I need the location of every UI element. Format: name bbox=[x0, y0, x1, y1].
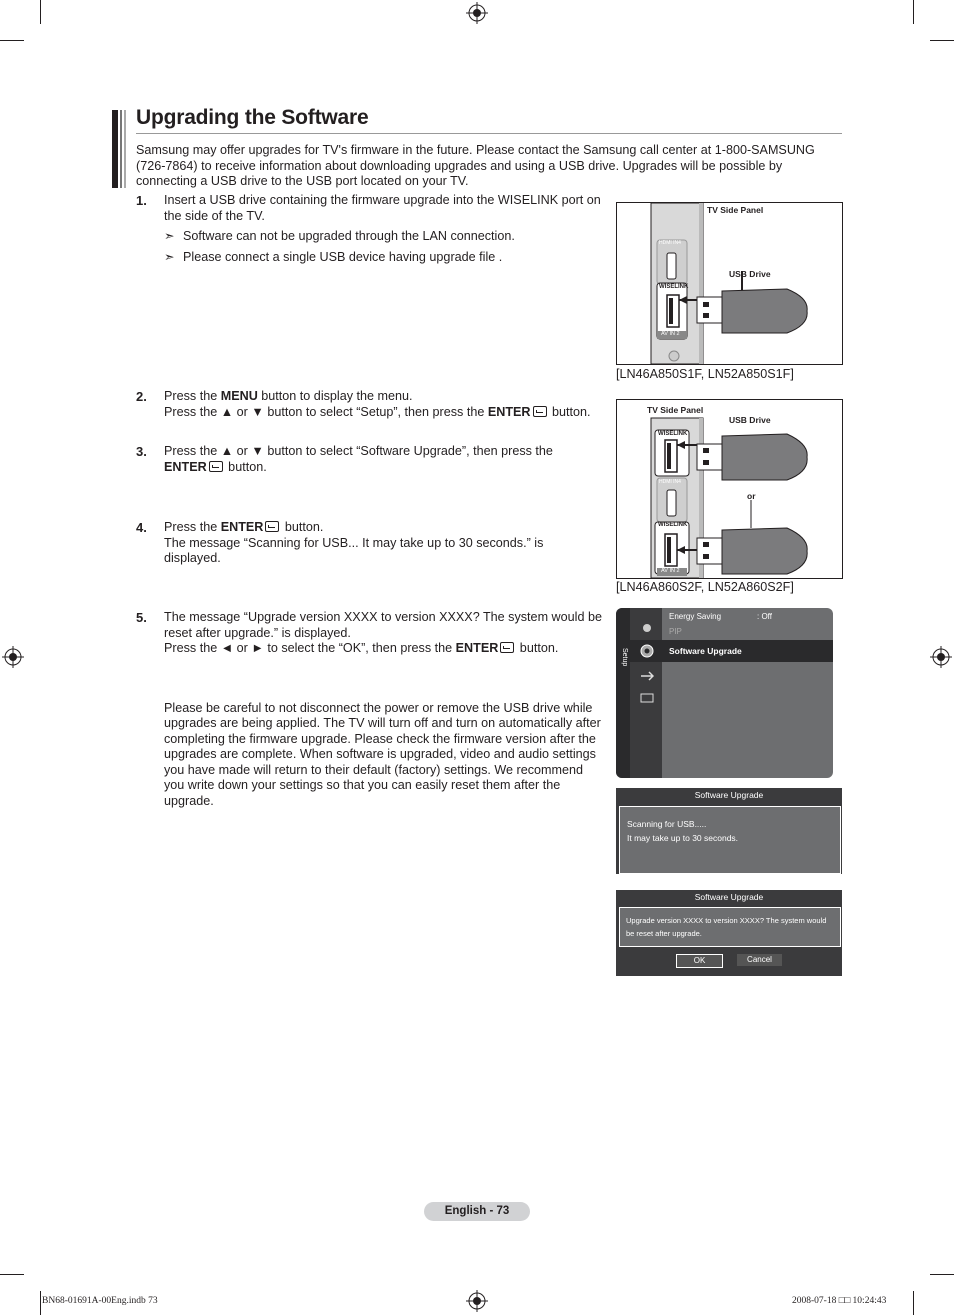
figure-caption: [LN46A860S2F, LN52A860S2F] bbox=[616, 580, 794, 594]
crop-mark bbox=[0, 40, 24, 41]
step-5: The message “Upgrade version XXXX to version XXXX? The system would be reset after upgrade.” is displayed. Press the ◄ or ► to select the “OK”, then press the ENTER button. Please be careful to not disconnect the power or remove the USB drive while upgrades are being applied. The TV will turn off and turn on automatically after completing the firmware upgrade. Please check the firmware version after the upgrades are complete. When software is upgraded, video and audio settings you have made will return to their default (factory) settings. We recommend you write down your settings so that you can easily reset them after the upgrade. bbox=[164, 610, 604, 809]
av-in-label: AV IN 2 bbox=[661, 568, 680, 574]
crop-mark bbox=[0, 1274, 24, 1275]
dialog-title: Software Upgrade bbox=[694, 790, 764, 800]
step-text: Insert a USB drive containing the firmware upgrade into the WISELINK port on the side of the TV. bbox=[164, 193, 601, 223]
arrow-icon: ➣ bbox=[164, 249, 175, 264]
wiselink-port-label: WISELINK bbox=[658, 522, 688, 528]
ok-button[interactable]: OK bbox=[676, 954, 723, 968]
usb-drive-label: USB Drive bbox=[729, 269, 771, 279]
application-icon bbox=[640, 692, 654, 704]
step-4: Press the ENTER button. The message “Scanning for USB... It may take up to 30 seconds.” is displayed. bbox=[164, 520, 544, 565]
enter-icon bbox=[500, 642, 514, 653]
page-number: English - 73 bbox=[424, 1202, 530, 1221]
menu-side-label: Setup bbox=[621, 648, 628, 667]
scanning-message: Scanning for USB..... bbox=[627, 819, 707, 829]
usb-drive-label: USB Drive bbox=[729, 415, 771, 425]
crop-mark bbox=[930, 1274, 954, 1275]
wiselink-port-label: WISELINK bbox=[658, 431, 688, 437]
input-icon bbox=[640, 670, 654, 682]
intro-paragraph: Samsung may offer upgrades for TV's firmware in the future. Please contact the Samsung call center at 1-800-SAMSUNG (726-7864) to receive information about downloading upgrades and using a USB drive. Upgrades will be possible by connecting a USB drive to the USB port located on your TV. bbox=[136, 143, 815, 188]
note: ➣ Software can not be upgraded through the LAN connection. bbox=[164, 229, 515, 243]
menu-side-strip bbox=[616, 608, 630, 778]
enter-icon bbox=[209, 461, 223, 472]
step-number: 2. bbox=[136, 389, 147, 404]
step-number: 1. bbox=[136, 193, 147, 208]
footer-file-info: BN68-01691A-00Eng.indb 73 bbox=[42, 1296, 158, 1306]
crop-mark bbox=[913, 1291, 914, 1315]
wiselink-port-label: WISELINK bbox=[659, 284, 689, 290]
tv-side-panel-illustration bbox=[617, 203, 842, 364]
hdmi-port-label: HDMI IN4 bbox=[659, 479, 681, 485]
menu-item-software-upgrade[interactable]: Software Upgrade bbox=[669, 646, 742, 656]
page-title: Upgrading the Software bbox=[136, 106, 369, 129]
picture-icon bbox=[640, 621, 654, 635]
av-in-label: AV IN 2 bbox=[661, 331, 680, 337]
tv-side-panel-label: TV Side Panel bbox=[707, 205, 764, 215]
figure-caption: [LN46A850S1F, LN52A850S1F] bbox=[616, 367, 794, 381]
warning-paragraph: Please be careful to not disconnect the power or remove the USB drive while upgrades are being applied. The TV will turn off and turn on automatically after completing the firmware upgrade. Please check the firmware version after the upgrades are complete. When software is upgraded, video and audio settings you have made will return to their default (factory) settings. We recommend you write down your settings so that you can easily reset them after the upgrade. bbox=[164, 700, 601, 808]
step-1 bbox=[164, 193, 604, 265]
upgrade-confirm-dialog bbox=[616, 890, 842, 976]
step-number: 3. bbox=[136, 444, 147, 459]
registration-mark-icon bbox=[466, 1290, 488, 1312]
setup-menu-screen bbox=[616, 608, 833, 778]
tv-side-panel-label: TV Side Panel bbox=[647, 405, 704, 415]
scanning-dialog bbox=[616, 788, 842, 874]
confirm-message: Upgrade version XXXX to version XXXX? The system would be reset after upgrade. bbox=[626, 916, 827, 938]
enter-icon bbox=[533, 406, 547, 417]
registration-mark-icon bbox=[466, 2, 488, 24]
crop-mark bbox=[930, 40, 954, 41]
title-bar-decoration bbox=[112, 110, 126, 188]
gear-icon bbox=[638, 642, 656, 660]
arrow-icon: ➣ bbox=[164, 229, 175, 243]
step-number: 4. bbox=[136, 520, 147, 535]
crop-mark bbox=[913, 0, 914, 24]
step-2: Press the MENU button to display the menu. Press the ▲ or ▼ button to select “Setup”, then press the ENTER button. bbox=[164, 389, 591, 419]
menu-item-energy-saving[interactable]: Energy Saving bbox=[669, 612, 722, 621]
or-label: or bbox=[747, 491, 756, 501]
menu-item-pip[interactable]: PIP bbox=[669, 627, 682, 636]
crop-mark bbox=[40, 0, 41, 24]
scanning-message: It may take up to 30 seconds. bbox=[627, 833, 739, 843]
tv-side-panel-illustration bbox=[617, 400, 842, 578]
step-3: Press the ▲ or ▼ button to select “Software Upgrade”, then press the ENTER button. bbox=[164, 444, 553, 474]
dialog-title: Software Upgrade bbox=[694, 892, 764, 902]
hdmi-port-label: HDMI IN4 bbox=[659, 240, 681, 246]
note: ➣ Please connect a single USB device having upgrade file . bbox=[164, 249, 503, 264]
registration-mark-icon bbox=[2, 646, 24, 668]
footer-timestamp: 2008-07-18 □□ 10:24:43 bbox=[792, 1296, 887, 1306]
registration-mark-icon bbox=[930, 646, 952, 668]
step-number: 5. bbox=[136, 610, 147, 625]
menu-item-value: : Off bbox=[757, 612, 772, 621]
enter-icon bbox=[265, 521, 279, 532]
crop-mark bbox=[40, 1291, 41, 1315]
cancel-button[interactable]: Cancel bbox=[737, 954, 782, 966]
dialog-body bbox=[619, 806, 841, 874]
dialog-body bbox=[619, 907, 841, 947]
title-divider bbox=[136, 133, 842, 134]
figure-tv-side-panel-2 bbox=[616, 399, 843, 579]
figure-tv-side-panel-1 bbox=[616, 202, 843, 365]
